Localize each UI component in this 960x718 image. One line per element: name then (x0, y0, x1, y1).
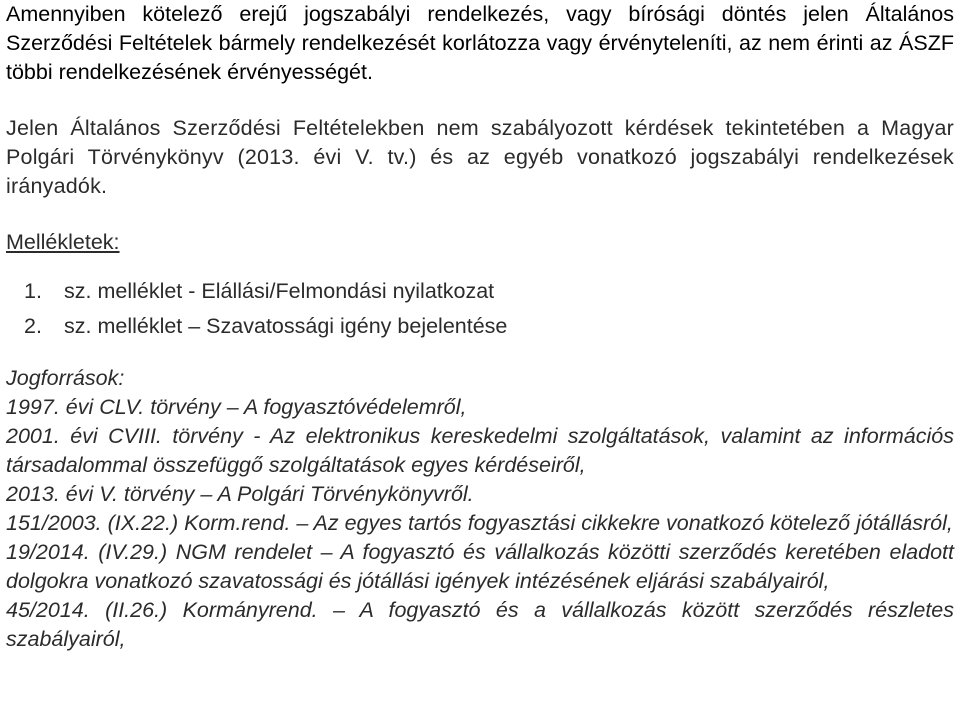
source-item: 1997. évi CLV. törvény – A fogyasztóvédelemről, (6, 395, 467, 419)
annex-label: sz. melléklet – Szavatossági igény bejelentése (64, 314, 508, 338)
annex-number: 1. (24, 279, 42, 303)
source-item: 2001. évi CVIII. törvény - Az elektronikus kereskedelmi szolgáltatások, valamint az információs társadalommal összefüggő szolgáltatások egyes kérdéseiről, (6, 424, 954, 477)
annex-item-2 (6, 309, 954, 344)
annex-label: sz. melléklet - Elállási/Felmondási nyilatkozat (64, 279, 495, 303)
annex-item-1 (6, 274, 954, 309)
source-item: 45/2014. (II.26.) Kormányrend. – A fogyasztó és a vállalkozás között szerződés részletes szabályairól, (6, 598, 954, 651)
annex-list (6, 274, 954, 344)
sources-list (6, 393, 954, 654)
source-item: 2013. évi V. törvény – A Polgári Törvénykönyvről. (6, 482, 474, 506)
sources-heading: Jogforrások: (6, 366, 125, 390)
document-page (6, 0, 954, 654)
annexes-heading: Mellékletek: (6, 230, 120, 254)
paragraph-severability: Amennyiben kötelező erejű jogszabályi rendelkezés, vagy bírósági döntés jelen Általános Szerződési Feltételek bármely rendelkezését korlátozza vagy érvényteleníti, az nem érinti az ÁSZF többi rendelkezésének érvényességét. (6, 2, 954, 84)
source-item: 19/2014. (IV.29.) NGM rendelet – A fogyasztó és vállalkozás közötti szerződés keretében eladott dolgokra vonatkozó szavatossági és jótállási igények intézésének eljárási szabályairól, (6, 540, 954, 593)
source-item: 151/2003. (IX.22.) Korm.rend. – Az egyes tartós fogyasztási cikkekre vonatkozó kötelező jótállásról, (6, 511, 953, 535)
annex-number: 2. (24, 314, 42, 338)
paragraph-governing-law: Jelen Általános Szerződési Feltételekben nem szabályozott kérdések tekintetében a Magyar Polgári Törvénykönyv (2013. évi V. tv.) és az egyéb vonatkozó jogszabályi rendelkezések irányadók. (6, 116, 954, 198)
